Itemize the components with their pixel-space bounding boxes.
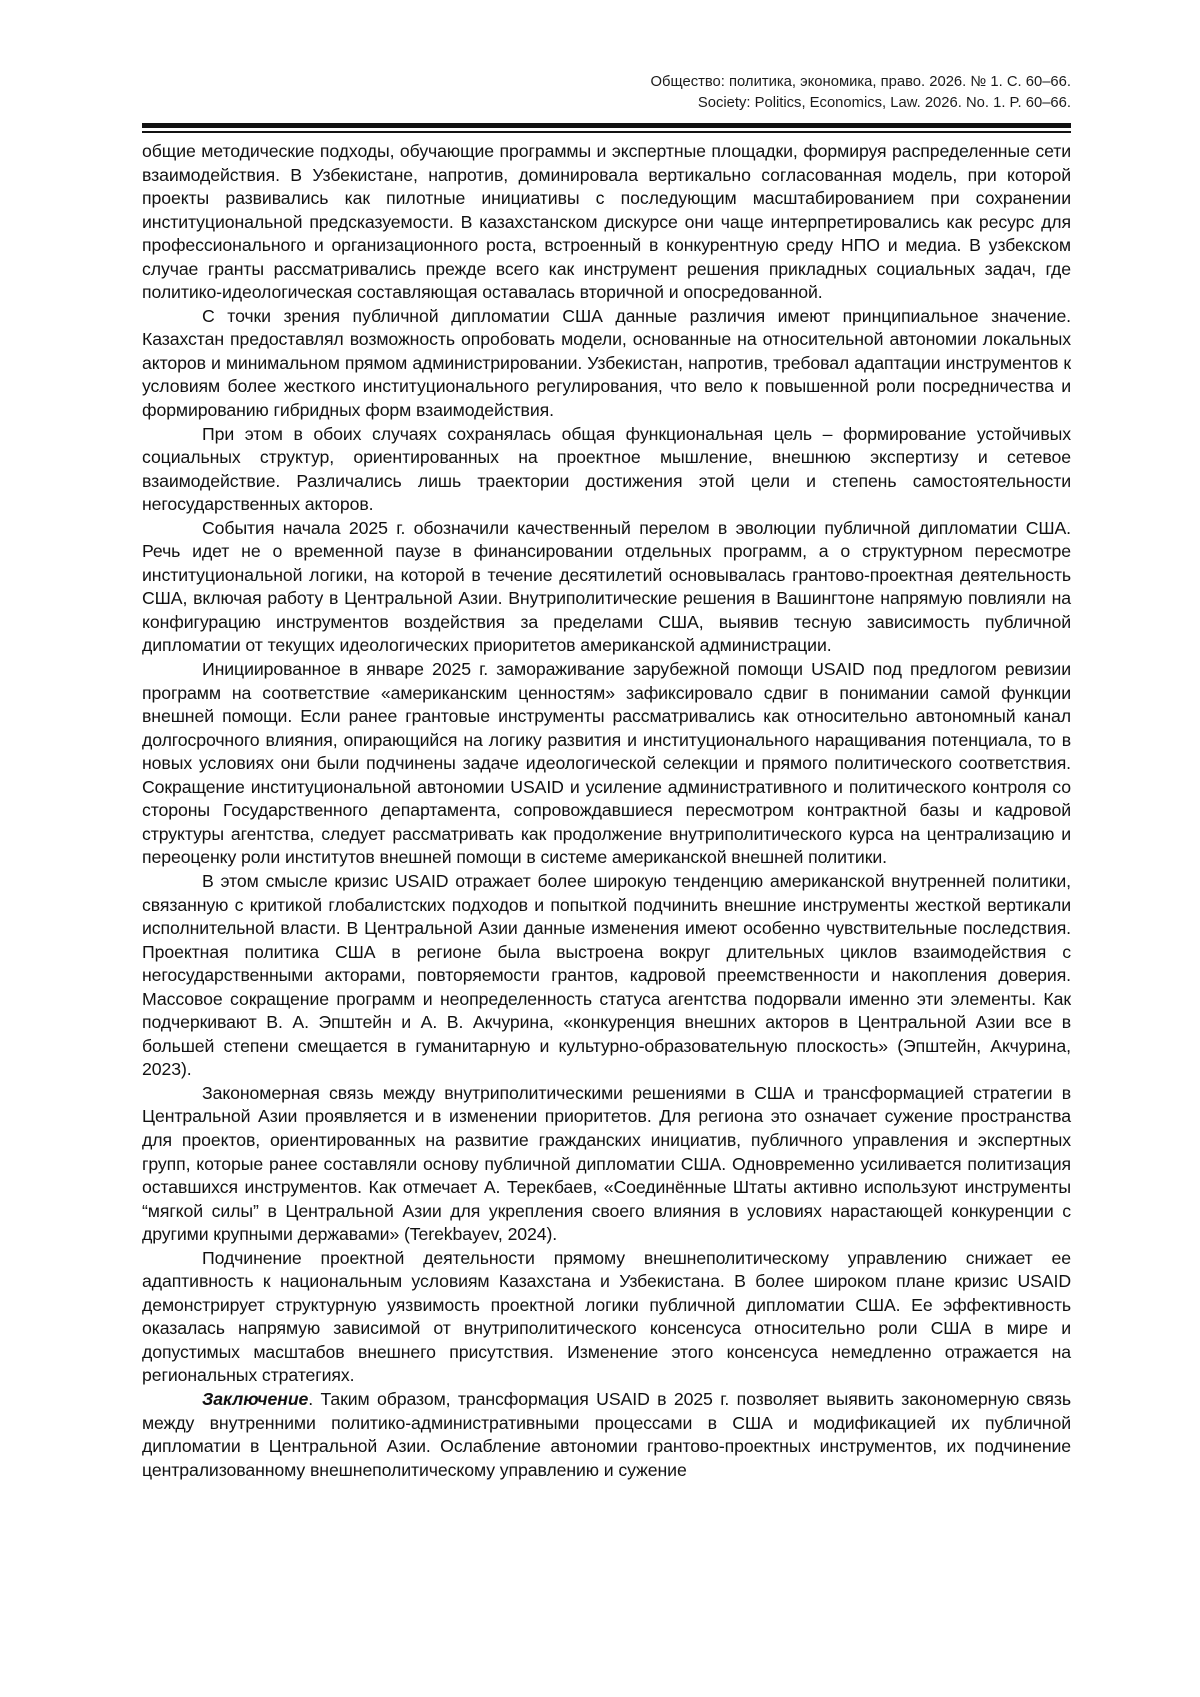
paragraph-5: Инициированное в январе 2025 г. замораживание зарубежной помощи USAID под предлогом ревизии программ на соответствие «американским ценностям» зафиксировало сдвиг в понимании самой функции внешней помощи. Если ранее грантовые инструменты рассматривались как относительно автономный канал долгосрочного влияния, опирающийся на логику развития и институционального наращивания потенциала, то в новых условиях они были подчинены задаче идеологической селекции и прямого политического соответствия. Сокращение институциональной автономии USAID и усиление административного и политического контроля со стороны Государственного департамента, сопровождавшиеся пересмотром контрактной базы и кадровой структуры агентства, следует рассматривать как продолжение внутриполитического курса на централизацию и переоценку роли институтов внешней помощи в системе американской внешней политики.: [142, 659, 1071, 868]
running-header-ru: Общество: политика, экономика, право. 2026. № 1. С. 60–66.: [650, 74, 1071, 90]
paragraph-7: Закономерная связь между внутриполитическими решениями в США и трансформацией стратегии в Центральной Азии проявляется и в изменении приоритетов. Для региона это означает сужение пространства для проектов, ориентированных на развитие гражданских инициатив, публичного управления и экспертных групп, которые ранее составляли основу публичной дипломатии США. Одновременно усиливается политизация оставшихся инструментов. Как отмечает А. Терекбаев, «Соединённые Штаты активно используют инструменты “мягкой силы” в Центральной Азии для укрепления своего влияния в условиях нарастающей конкуренции с другими крупными державами» (Terekbayev, 2024).: [142, 1082, 1071, 1245]
paragraph-3: При этом в обоих случаях сохранялась общая функциональная цель – формирование устойчивых социальных структур, ориентированных на проектное мышление, внешнюю экспертизу и сетевое взаимодействие. Различались лишь траектории достижения этой цели и степень самостоятельности негосударственных акторов.: [142, 423, 1071, 515]
paragraph-1: общие методические подходы, обучающие программы и экспертные площадки, формируя распределенные сети взаимодействия. В Узбекистане, напротив, доминировала вертикально согласованная модель, при которой проекты развивались как пилотные инициативы с последующим масштабированием при сохранении институциональной предсказуемости. В казахстанском дискурсе они чаще интерпретировались как ресурс для профессионального и организационного роста, встроенный в конкурентную среду НПО и медиа. В узбекском случае гранты рассматривались прежде всего как инструмент решения прикладных социальных задач, где политико-идеологическая составляющая оставалась вторичной и опосредованной.: [142, 141, 1071, 303]
header-rule-thin: [142, 131, 1071, 133]
paragraph-4: События начала 2025 г. обозначили качественный перелом в эволюции публичной дипломатии США. Речь идет не о временной паузе в финансировании отдельных программ, а о структурном пересмотре институциональной логики, на которой в течение десятилетий основывалась грантово-проектная деятельность США, включая работу в Центральной Азии. Внутриполитические решения в Вашингтоне напрямую повлияли на конфигурацию инструментов воздействия за пределами США, выявив тесную зависимость публичной дипломатии от текущих идеологических приоритетов американской администрации.: [142, 517, 1071, 656]
conclusion-heading: Заключение: [202, 1388, 309, 1409]
paragraph-8: Подчинение проектной деятельности прямому внешнеполитическому управлению снижает ее адаптивность к национальным условиям Казахстана и Узбекистана. В более широком плане кризис USAID демонстрирует структурную уязвимость проектной логики публичной дипломатии США. Ее эффективность оказалась напрямую зависимой от внутриполитического консенсуса относительно роли США в мире и допустимых масштабов внешнего присутствия. Изменение этого консенсуса немедленно отражается на региональных стратегиях.: [142, 1247, 1071, 1386]
running-header-en: Society: Politics, Economics, Law. 2026. No. 1. P. 60–66.: [697, 95, 1071, 111]
article-body: [142, 140, 1071, 1482]
paragraph-conclusion: [142, 1388, 1071, 1482]
header-rule-thick: [142, 123, 1071, 128]
paragraph-6: В этом смысле кризис USAID отражает более широкую тенденцию американской внутренней политики, связанную с критикой глобалистских подходов и попыткой подчинить внешние инструменты жесткой вертикали исполнительной власти. В Центральной Азии данные изменения имеют особенно чувствительные последствия. Проектная политика США в регионе была выстроена вокруг длительных циклов взаимодействия с негосударственными акторами, повторяемости грантов, кадровой преемственности и накопления доверия. Массовое сокращение программ и неопределенность статуса агентства подорвали именно эти элементы. Как подчеркивают В. А. Эпштейн и А. В. Акчурина, «конкуренция внешних акторов в Центральной Азии все в большей степени смещается в гуманитарную и культурно-образовательную плоскость» (Эпштейн, Акчурина, 2023).: [142, 870, 1071, 1080]
conclusion-text: . Таким образом, трансформация USAID в 2025 г. позволяет выявить закономерную связь между внутренними политико-административными процессами в США и модификацией их публичной дипломатии в Центральной Азии. Ослабление автономии грантово-проектных инструментов, их подчинение централизованному внешнеполитическому управлению и сужение: [142, 1388, 1071, 1480]
paragraph-2: С точки зрения публичной дипломатии США данные различия имеют принципиальное значение. Казахстан предоставлял возможность опробовать модели, основанные на относительной автономии локальных акторов и минимальном прямом администрировании. Узбекистан, напротив, требовал адаптации инструментов к условиям более жесткого институционального регулирования, что вело к повышенной роли посредничества и формированию гибридных форм взаимодействия.: [142, 305, 1071, 421]
running-header: [650, 72, 1071, 114]
